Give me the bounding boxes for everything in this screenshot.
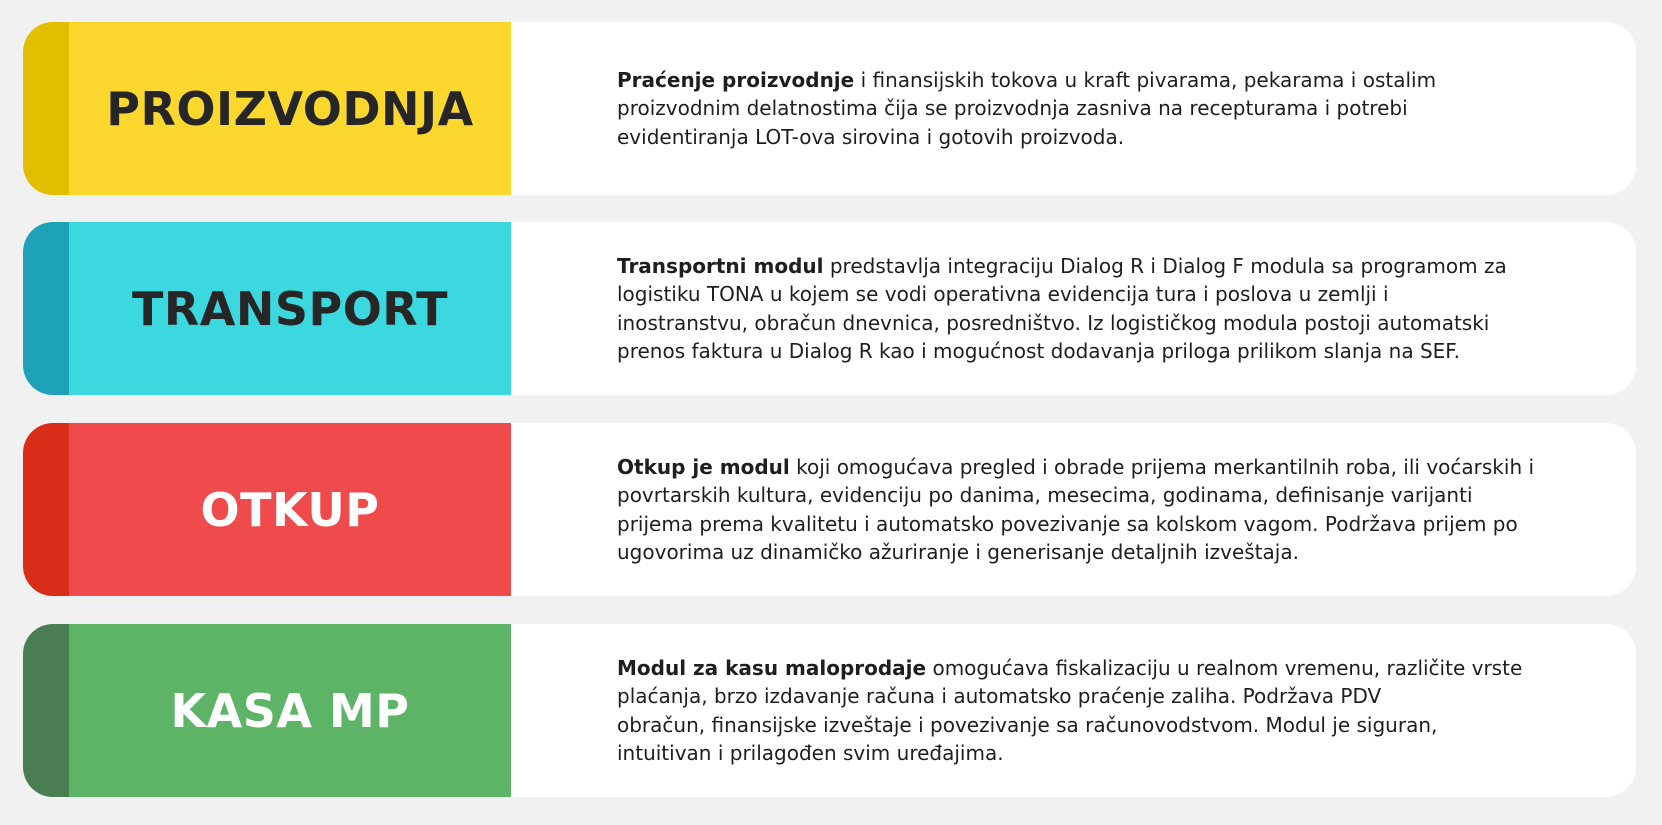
module-description-panel	[511, 624, 1636, 797]
module-description-body: omogućava fiskalizaciju u realnom vremenu, različite vrste plaćanja, brzo izdavanje računa i automatsko praćenje zaliha. Podržava PDV obračun, finansijske izveštaje i povezivanje sa računovodstvom. Modul je siguran, intuitivan i prilagođen svim uređajima.	[617, 655, 1523, 765]
module-title: KASA MP	[170, 683, 410, 738]
accent-strip	[23, 222, 69, 395]
accent-strip	[23, 22, 69, 195]
module-card-kasa-mp	[23, 624, 1636, 797]
module-label-panel	[69, 22, 511, 195]
module-description-body: koji omogućava pregled i obrade prijema merkantilnih roba, ili voćarskih i povrtarskih kultura, evidenciju po danima, mesecima, godinama, definisanje varijanti prijema prema kvalitetu i automatsko povezivanje sa kolskom vagom. Podržava prijem po ugovorima uz dinamičko ažuriranje i generisanje detaljnih izveštaja.	[617, 454, 1535, 564]
module-description	[617, 654, 1522, 768]
accent-strip	[23, 624, 69, 797]
module-title: TRANSPORT	[131, 281, 449, 336]
module-description	[617, 66, 1436, 152]
module-card-transport	[23, 222, 1636, 395]
module-description-lead: Transportni modul	[617, 253, 824, 278]
module-description-lead: Modul za kasu maloprodaje	[617, 655, 927, 680]
module-label-panel	[69, 222, 511, 395]
module-card-proizvodnja	[23, 22, 1636, 195]
module-description-body: i finansijskih tokova u kraft pivarama, pekarama i ostalim proizvodnim delatnostima čija se proizvodnja zasniva na recepturama i potrebi evidentiranja LOT-ova sirovina i gotovih proizvoda.	[617, 67, 1437, 149]
module-description-panel	[511, 222, 1636, 395]
module-description-body: predstavlja integraciju Dialog R i Dialog F modula sa programom za logistiku TONA u kojem se vodi operativna evidencija tura i poslova u zemlji i inostranstvu, obračun dnevnica, posredništvo. Iz logističkog modula postoji automatski prenos faktura u Dialog R kao i mogućnost dodavanja priloga prilikom slanja na SEF.	[617, 253, 1507, 363]
module-card-otkup	[23, 423, 1636, 596]
accent-strip	[23, 423, 69, 596]
module-description-panel	[511, 22, 1636, 195]
module-title: OTKUP	[200, 482, 380, 537]
module-description-lead: Otkup je modul	[617, 454, 790, 479]
module-label-panel	[69, 423, 511, 596]
module-description	[617, 453, 1534, 567]
module-description-lead: Praćenje proizvodnje	[617, 67, 855, 92]
module-title: PROIZVODNJA	[106, 81, 474, 136]
module-description-panel	[511, 423, 1636, 596]
module-label-panel	[69, 624, 511, 797]
module-description	[617, 252, 1507, 366]
